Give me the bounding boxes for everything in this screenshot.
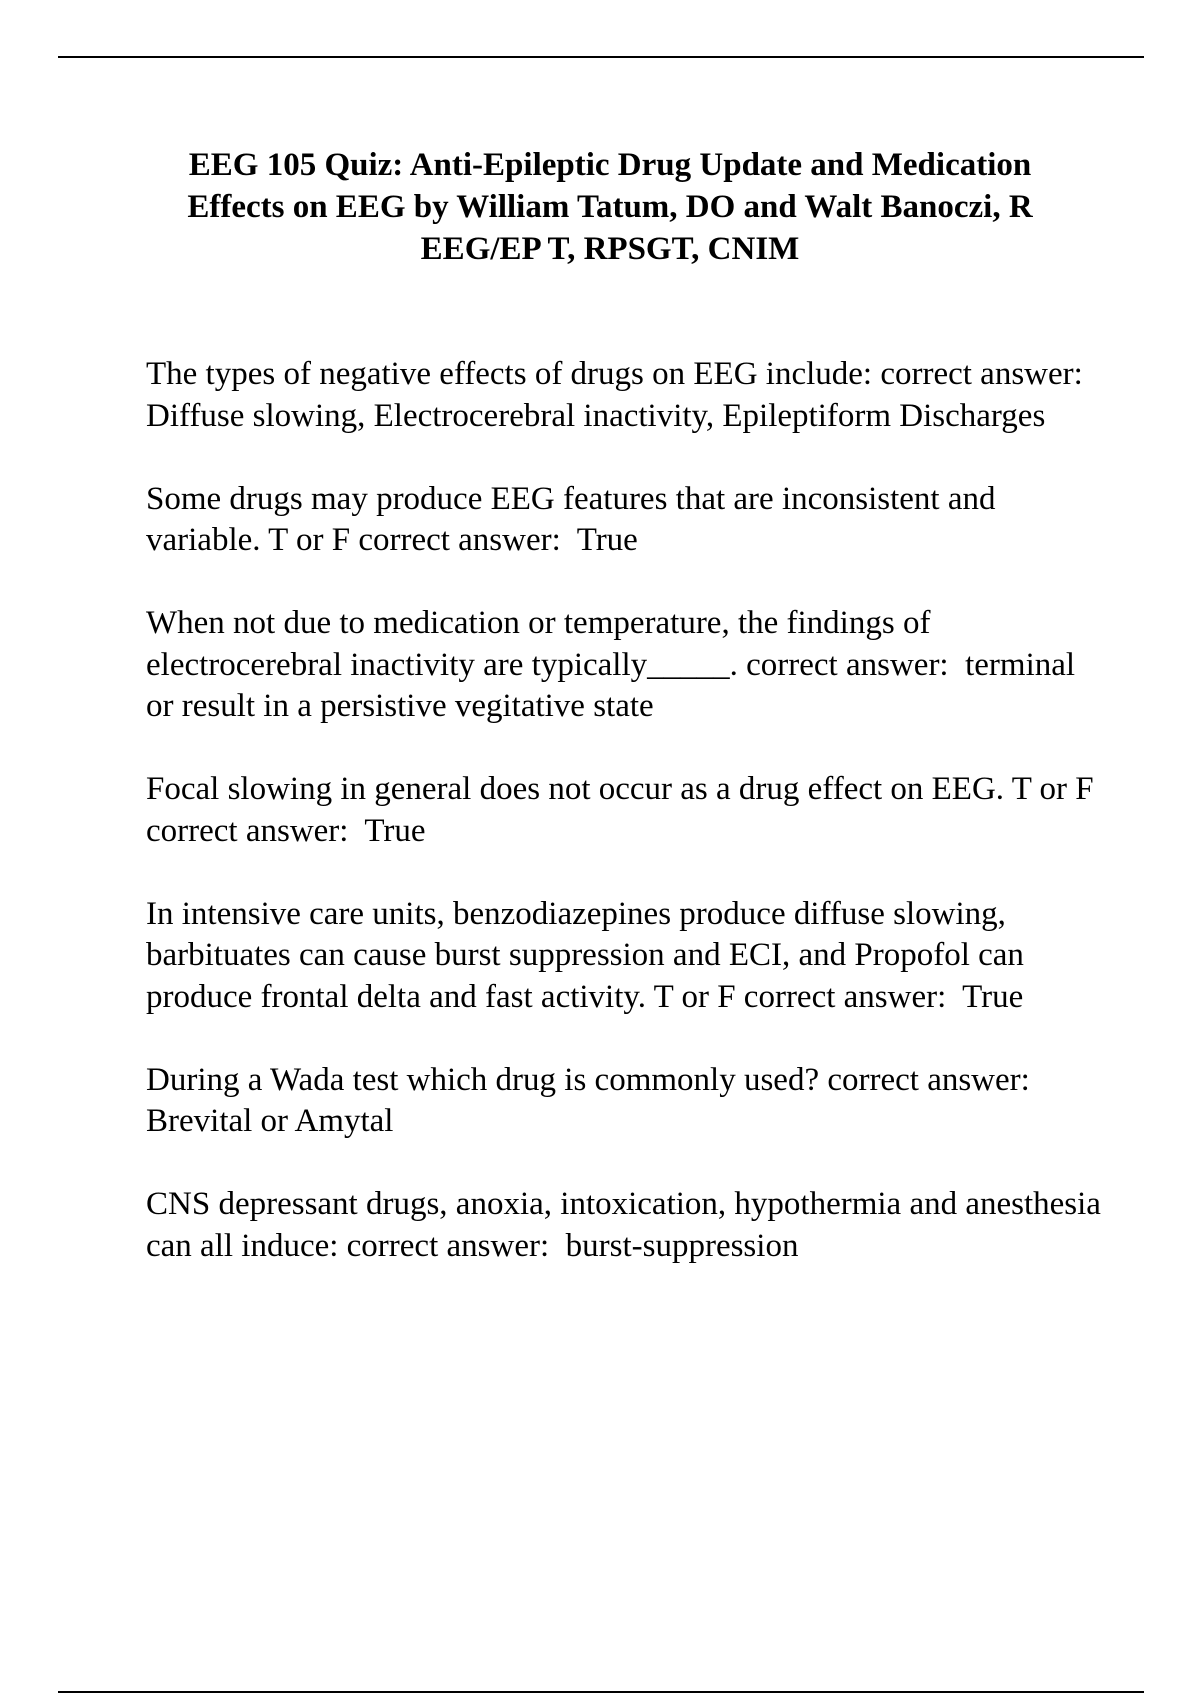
qa-item: Some drugs may produce EEG features that are inconsistent and variable. T or F correct answer: True bbox=[146, 480, 1004, 558]
bottom-divider bbox=[58, 1691, 1144, 1693]
qa-item: CNS depressant drugs, anoxia, intoxication, hypothermia and anesthesia can all induce: correct answer: burst-suppression bbox=[146, 1186, 1110, 1264]
qa-item: The types of negative effects of drugs on EEG include: correct answer: Diffuse slowing, Electrocerebral inactivity, Epileptiform Discharges bbox=[146, 356, 1100, 434]
qa-item: During a Wada test which drug is commonly used? correct answer: Brevital or Amytal bbox=[146, 1061, 1047, 1139]
document-title: EEG 105 Quiz: Anti-Epileptic Drug Update and Medication Effects on EEG by William Tatum, DO and Walt Banoczi, R EEG/EP T, RPSGT, CNIM bbox=[187, 147, 1033, 267]
qa-item: Focal slowing in general does not occur as a drug effect on EEG. T or F correct answer: True bbox=[146, 771, 1102, 849]
qa-list bbox=[146, 354, 1110, 1309]
top-divider bbox=[58, 56, 1144, 58]
qa-item: In intensive care units, benzodiazepines produce diffuse slowing, barbituates can cause burst suppression and ECI, and Propofol can produce frontal delta and fast activity. T or F correct answer: True bbox=[146, 895, 1033, 1015]
qa-item: When not due to medication or temperature, the findings of electrocerebral inactivity are typically_____. correct answer: terminal or result in a persistive vegitative state bbox=[146, 605, 1084, 724]
